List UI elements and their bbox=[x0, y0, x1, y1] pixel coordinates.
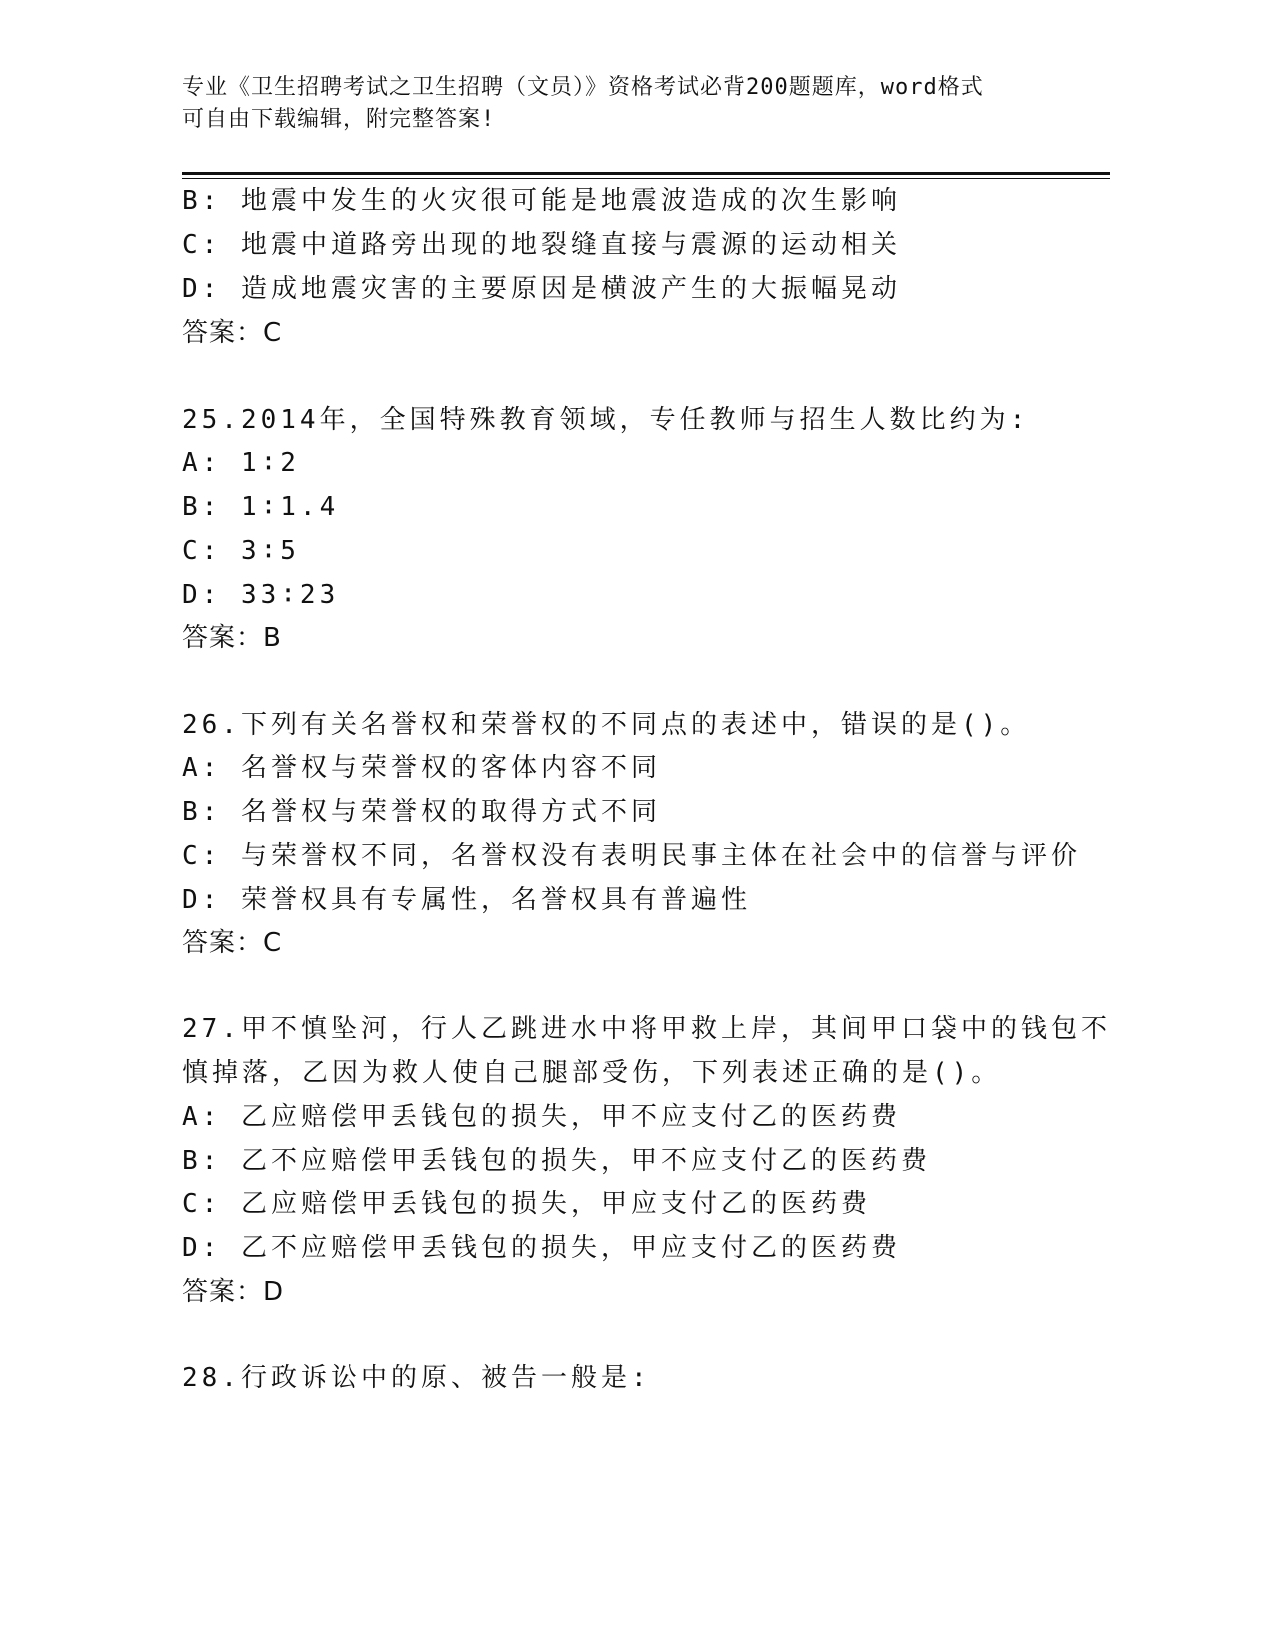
q25-option-d: D: 33∶23 bbox=[182, 580, 340, 610]
document-header bbox=[182, 72, 1082, 136]
q27-option-b: B: 乙不应赔偿甲丢钱包的损失，甲不应支付乙的医药费 bbox=[182, 1146, 931, 1176]
q27-stem-line-1: 27.甲不慎坠河，行人乙跳进水中将甲救上岸，其间甲口袋中的钱包不 bbox=[182, 1014, 1111, 1044]
q27-option-d: D: 乙不应赔偿甲丢钱包的损失，甲应支付乙的医药费 bbox=[182, 1233, 901, 1263]
header-title-line-2: 可自由下载编辑，附完整答案! bbox=[182, 107, 496, 132]
q26-answer: 答案：C bbox=[182, 928, 283, 958]
q25-stem: 25.2014年，全国特殊教育领域，专任教师与招生人数比约为: bbox=[182, 405, 1030, 435]
header-divider-thin bbox=[182, 178, 1110, 179]
q27-option-c: C: 乙应赔偿甲丢钱包的损失，甲应支付乙的医药费 bbox=[182, 1189, 871, 1219]
q26-option-b: B: 名誉权与荣誉权的取得方式不同 bbox=[182, 797, 661, 827]
q27-stem-line-2: 慎掉落，乙因为救人使自己腿部受伤，下列表述正确的是()。 bbox=[182, 1058, 1002, 1088]
q24-option-b: B: 地震中发生的火灾很可能是地震波造成的次生影响 bbox=[182, 186, 901, 216]
q24-option-d: D: 造成地震灾害的主要原因是横波产生的大振幅晃动 bbox=[182, 274, 901, 304]
q26-option-d: D: 荣誉权具有专属性，名誉权具有普遍性 bbox=[182, 885, 751, 915]
q28-stem: 28.行政诉讼中的原、被告一般是: bbox=[182, 1363, 651, 1393]
q25-option-c: C: 3∶5 bbox=[182, 536, 300, 566]
q24-answer: 答案：C bbox=[182, 318, 283, 348]
header-divider-thick bbox=[182, 172, 1110, 175]
q24-option-c: C: 地震中道路旁出现的地裂缝直接与震源的运动相关 bbox=[182, 230, 901, 260]
q25-option-b: B: 1∶1.4 bbox=[182, 492, 340, 522]
header-title-line-1: 专业《卫生招聘考试之卫生招聘（文员）》资格考试必背200题题库，word格式 bbox=[182, 75, 984, 100]
q26-option-c: C: 与荣誉权不同，名誉权没有表明民事主体在社会中的信誉与评价 bbox=[182, 841, 1081, 871]
q25-answer: 答案：B bbox=[182, 623, 282, 653]
q27-answer: 答案：D bbox=[182, 1277, 285, 1307]
q26-option-a: A: 名誉权与荣誉权的客体内容不同 bbox=[182, 753, 661, 783]
q27-option-a: A: 乙应赔偿甲丢钱包的损失，甲不应支付乙的医药费 bbox=[182, 1102, 901, 1132]
q25-option-a: A: 1∶2 bbox=[182, 448, 300, 478]
q26-stem: 26.下列有关名誉权和荣誉权的不同点的表述中，错误的是()。 bbox=[182, 710, 1031, 740]
